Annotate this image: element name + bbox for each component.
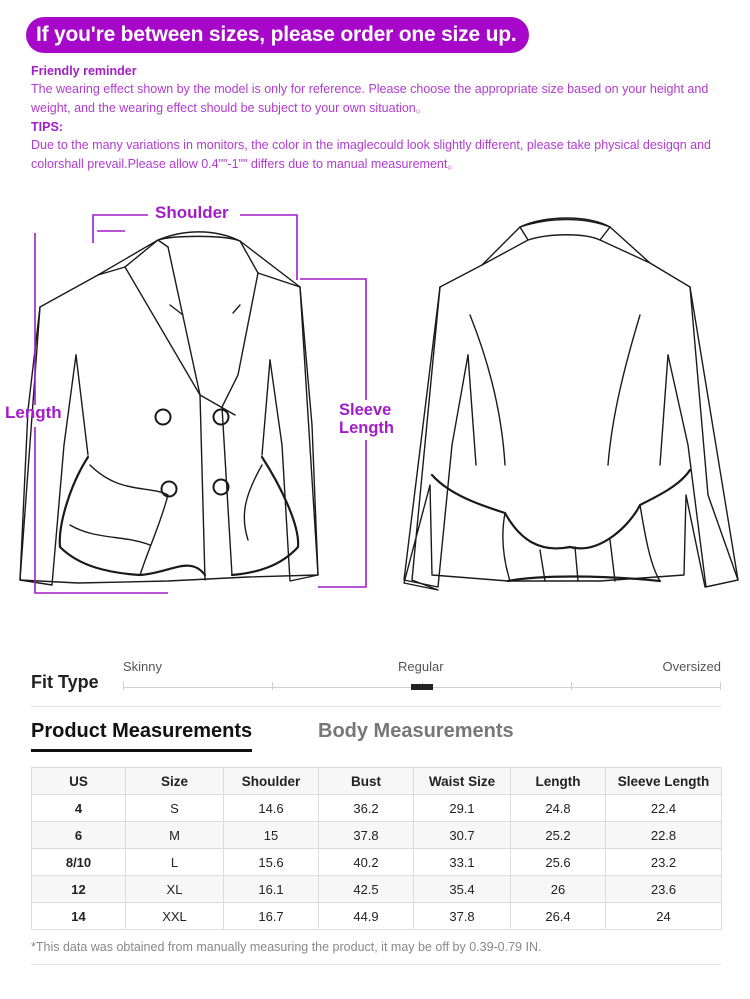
fit-scale-tick [571, 682, 572, 690]
fit-scale-tick [272, 682, 273, 690]
column-header: Length [511, 768, 606, 795]
table-cell: 25.2 [511, 822, 606, 849]
table-cell: 29.1 [414, 795, 511, 822]
column-header: US [32, 768, 126, 795]
table-row [32, 822, 722, 849]
table-cell: 24 [606, 903, 722, 930]
table-cell: 26.4 [511, 903, 606, 930]
table-cell: XXL [126, 903, 224, 930]
fit-type-title: Fit Type [31, 672, 99, 692]
table-cell: 25.6 [511, 849, 606, 876]
table-cell: 6 [32, 822, 126, 849]
table-cell: 14 [32, 903, 126, 930]
table-cell: 42.5 [319, 876, 414, 903]
fit-option-oversized: Oversized [662, 659, 721, 674]
table-cell: L [126, 849, 224, 876]
fit-selected-marker [411, 684, 433, 690]
table-cell: 16.7 [224, 903, 319, 930]
table-cell: XL [126, 876, 224, 903]
table-row [32, 903, 722, 930]
reminder-text: The wearing effect shown by the model is only for reference. Please choose the appropriate size based on your height and weight, and the wearing effect should be subject to your own situation。 [31, 82, 709, 115]
table-cell: 40.2 [319, 849, 414, 876]
column-header: Waist Size [414, 768, 511, 795]
measurement-footnote: *This data was obtained from manually measuring the product, it may be off by 0.39-0.79 IN. [31, 940, 542, 954]
column-header: Size [126, 768, 224, 795]
size-advice-text: If you're between sizes, please order one size up. [36, 23, 517, 46]
divider [31, 964, 721, 965]
table-row [32, 795, 722, 822]
column-header: Shoulder [224, 768, 319, 795]
table-cell: 15.6 [224, 849, 319, 876]
tips-text: Due to the many variations in monitors, the color in the imaglecould look slightly different, please take physical desigqn and colorshall prevail.Please allow 0.4""-1"" differs due to manual measurement。 [31, 138, 712, 171]
table-cell: M [126, 822, 224, 849]
fit-scale-tick [720, 682, 721, 690]
size-advice-banner [26, 17, 529, 53]
table-cell: 4 [32, 795, 126, 822]
jacket-line-drawing [0, 195, 750, 605]
table-cell: 36.2 [319, 795, 414, 822]
length-label: Length [5, 403, 62, 422]
tab-body-measurements[interactable]: Body Measurements [318, 720, 514, 742]
table-cell: 37.8 [414, 903, 511, 930]
table-cell: S [126, 795, 224, 822]
table-cell: 14.6 [224, 795, 319, 822]
fit-type-scale [31, 656, 721, 704]
table-cell: 23.2 [606, 849, 722, 876]
fit-option-regular: Regular [398, 659, 444, 674]
table-cell: 24.8 [511, 795, 606, 822]
divider [31, 706, 721, 707]
jacket-front-view [20, 232, 318, 585]
shoulder-label: Shoulder [155, 203, 229, 222]
table-cell: 35.4 [414, 876, 511, 903]
measurement-tabs [31, 720, 721, 752]
jacket-back-view [404, 218, 738, 590]
column-header: Bust [319, 768, 414, 795]
tips-title: TIPS: [31, 120, 63, 134]
table-cell: 26 [511, 876, 606, 903]
jacket-illustration [0, 195, 750, 605]
fit-scale-tick [123, 682, 124, 690]
table-cell: 44.9 [319, 903, 414, 930]
table-cell: 15 [224, 822, 319, 849]
table-cell: 16.1 [224, 876, 319, 903]
table-row [32, 849, 722, 876]
table-cell: 23.6 [606, 876, 722, 903]
table-cell: 8/10 [32, 849, 126, 876]
table-cell: 30.7 [414, 822, 511, 849]
table-row [32, 876, 722, 903]
sleeve-label-line1: Sleeve [339, 401, 392, 419]
fit-option-skinny: Skinny [123, 659, 163, 674]
tab-product-measurements[interactable]: Product Measurements [31, 720, 252, 752]
table-cell: 22.4 [606, 795, 722, 822]
table-cell: 33.1 [414, 849, 511, 876]
table-cell: 12 [32, 876, 126, 903]
table-cell: 22.8 [606, 822, 722, 849]
notes-section [31, 62, 721, 174]
sleeve-label-line2: Length [339, 419, 394, 437]
column-header: Sleeve Length [606, 768, 722, 795]
table-header-row [32, 768, 722, 795]
size-chart-table [31, 767, 722, 930]
reminder-title: Friendly reminder [31, 64, 137, 78]
table-cell: 37.8 [319, 822, 414, 849]
